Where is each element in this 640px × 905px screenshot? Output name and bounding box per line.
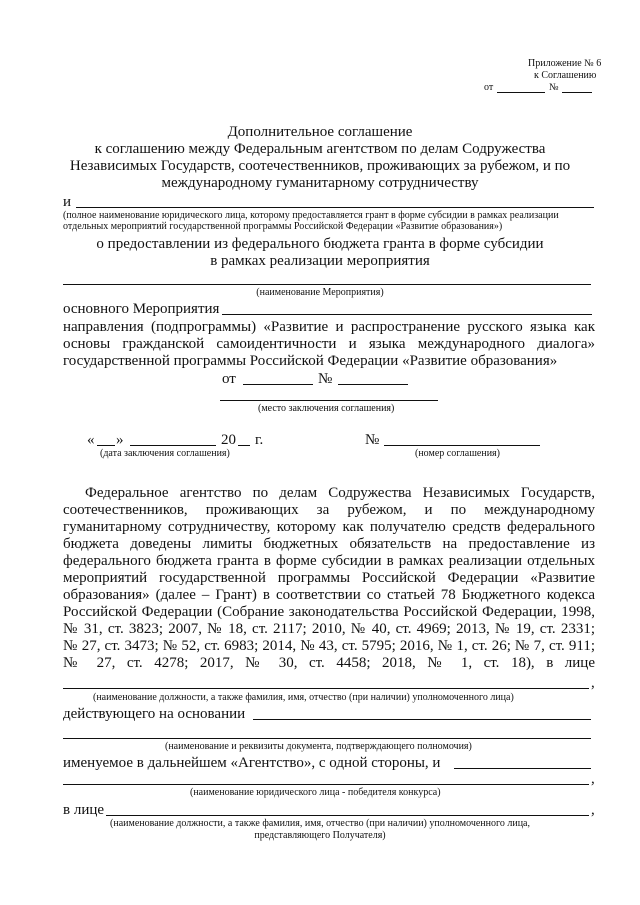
agency-label: именуемое в дальнейшем «Агентство», с одной стороны, и bbox=[63, 755, 441, 771]
direction-line-1: направления (подпрограммы) «Развитие и распространение русского языка как bbox=[63, 319, 595, 335]
body-line-3: гуманитарному сотрудничеству, которому как получателю средств федерального bbox=[63, 519, 595, 535]
year-blank-line bbox=[238, 445, 250, 446]
number-blank-line bbox=[562, 92, 592, 93]
title-line-2: к соглашению между Федеральным агентством по делам Содружества bbox=[94, 141, 546, 157]
body-line-2: соотечественников, проживающих за рубежом, и по международному bbox=[63, 502, 595, 518]
body-line-9: № 31, ст. 3823; 2007, № 18, ст. 2117; 2010, № 40, ст. 4969; 2013, № 19, ст. 2331; bbox=[63, 621, 595, 637]
decree-number-line bbox=[338, 384, 408, 385]
body-line-4: бюджета доведены лимиты бюджетных обязательств на предоставление из bbox=[63, 536, 595, 552]
and-label: и bbox=[63, 194, 72, 210]
decree-from-label: от bbox=[222, 371, 236, 387]
body-line-11: № 27, ст. 4278; 2017, № 30, ст. 4458; 2018, № 1, ст. 18), в лице bbox=[63, 655, 595, 671]
number-hint: (номер соглашения) bbox=[415, 448, 500, 459]
winner-line-comma: , bbox=[591, 771, 595, 787]
recipient-line-comma: , bbox=[591, 802, 595, 818]
place-hint: (место заключения соглашения) bbox=[258, 403, 395, 414]
agency-continuation-line bbox=[454, 768, 591, 769]
day-blank-line bbox=[97, 445, 115, 446]
appendix-number: Приложение № 6 bbox=[528, 58, 602, 69]
agreement-number-label: № bbox=[365, 432, 380, 448]
agreement-number-line bbox=[384, 445, 540, 446]
recipient-official-line bbox=[106, 815, 589, 816]
title-line-3: Независимых Государств, соотечественников, проживающих за рубежом, и по bbox=[69, 158, 571, 174]
official-name-line bbox=[63, 688, 589, 689]
authority-document-line bbox=[63, 738, 591, 739]
body-line-8: Российской Федерации (Собрание законодательства Российской Федерации, 1998, bbox=[63, 604, 595, 620]
title-line-1: Дополнительное соглашение bbox=[227, 124, 413, 140]
direction-line-2: основы гражданской самоидентичности и языка международного диалога» bbox=[63, 336, 595, 352]
year-prefix: 20 bbox=[221, 432, 236, 448]
recipient-name-line bbox=[76, 207, 594, 208]
winner-name-line bbox=[63, 784, 589, 785]
recipient-hint-1: (полное наименование юридического лица, которому предоставляется грант в форме субсидии в рамках реализации bbox=[63, 210, 559, 221]
date-hint: (дата заключения соглашения) bbox=[100, 448, 230, 459]
authority-document-hint: (наименование и реквизиты документа, подтверждающего полномочия) bbox=[165, 741, 472, 752]
recipient-hint-2: отдельных мероприятий государственной программы Российской Федерации «Развитие образования») bbox=[63, 221, 503, 232]
winner-hint: (наименование юридического лица - победителя конкурса) bbox=[190, 787, 441, 798]
month-blank-line bbox=[130, 445, 216, 446]
decree-number-label: № bbox=[318, 371, 333, 387]
acting-basis-label: действующего на основании bbox=[63, 706, 246, 722]
subject-line-1: о предоставлении из федерального бюджета гранта в форме субсидии bbox=[96, 236, 544, 252]
to-agreement-label: к Соглашению bbox=[534, 70, 597, 81]
official-hint: (наименование должности, а также фамилия, имя, отчество (при наличии) уполномоченного лица) bbox=[93, 692, 514, 703]
recipient-official-hint-2: представляющего Получателя) bbox=[254, 830, 386, 841]
recipient-official-hint-1: (наименование должности, а также фамилия, имя, отчество (при наличии) уполномоченного лица, bbox=[110, 818, 530, 829]
event-name-line bbox=[63, 284, 591, 285]
date-close-quote: » bbox=[116, 432, 124, 448]
direction-line-3: государственной программы Российской Федерации «Развитие образования» bbox=[63, 353, 558, 369]
body-line-5: федерального бюджета гранта в форме субсидии в рамках реализации отдельных bbox=[63, 553, 595, 569]
body-line-10: № 27, ст. 3473; № 52, ст. 6983; 2014, № 43, ст. 5795; 2016, № 1, ст. 26; № 7, ст. 911; bbox=[63, 638, 595, 654]
year-suffix: г. bbox=[255, 432, 264, 448]
number-sign: № bbox=[549, 82, 559, 93]
from-label: от bbox=[484, 82, 494, 93]
official-line-comma: , bbox=[591, 675, 595, 691]
date-blank-line bbox=[497, 92, 545, 93]
body-line-6: мероприятий государственной программы Российской Федерации «Развитие bbox=[63, 570, 595, 586]
main-event-line bbox=[222, 314, 592, 315]
body-line-1: Федеральное агентство по делам Содружества Независимых Государств, bbox=[85, 485, 595, 501]
place-line bbox=[220, 400, 438, 401]
main-event-label: основного Мероприятия bbox=[63, 301, 220, 317]
subject-line-2: в рамках реализации мероприятия bbox=[210, 253, 430, 269]
event-hint: (наименование Мероприятия) bbox=[256, 287, 384, 298]
date-open-quote: « bbox=[87, 432, 95, 448]
acting-basis-line bbox=[253, 719, 591, 720]
decree-date-line bbox=[243, 384, 313, 385]
in-person-label: в лице bbox=[63, 802, 105, 818]
body-line-7: образования» (далее – Грант) в соответствии со статьей 78 Бюджетного кодекса bbox=[63, 587, 595, 603]
title-line-4: международному гуманитарному сотрудничеству bbox=[161, 175, 479, 191]
